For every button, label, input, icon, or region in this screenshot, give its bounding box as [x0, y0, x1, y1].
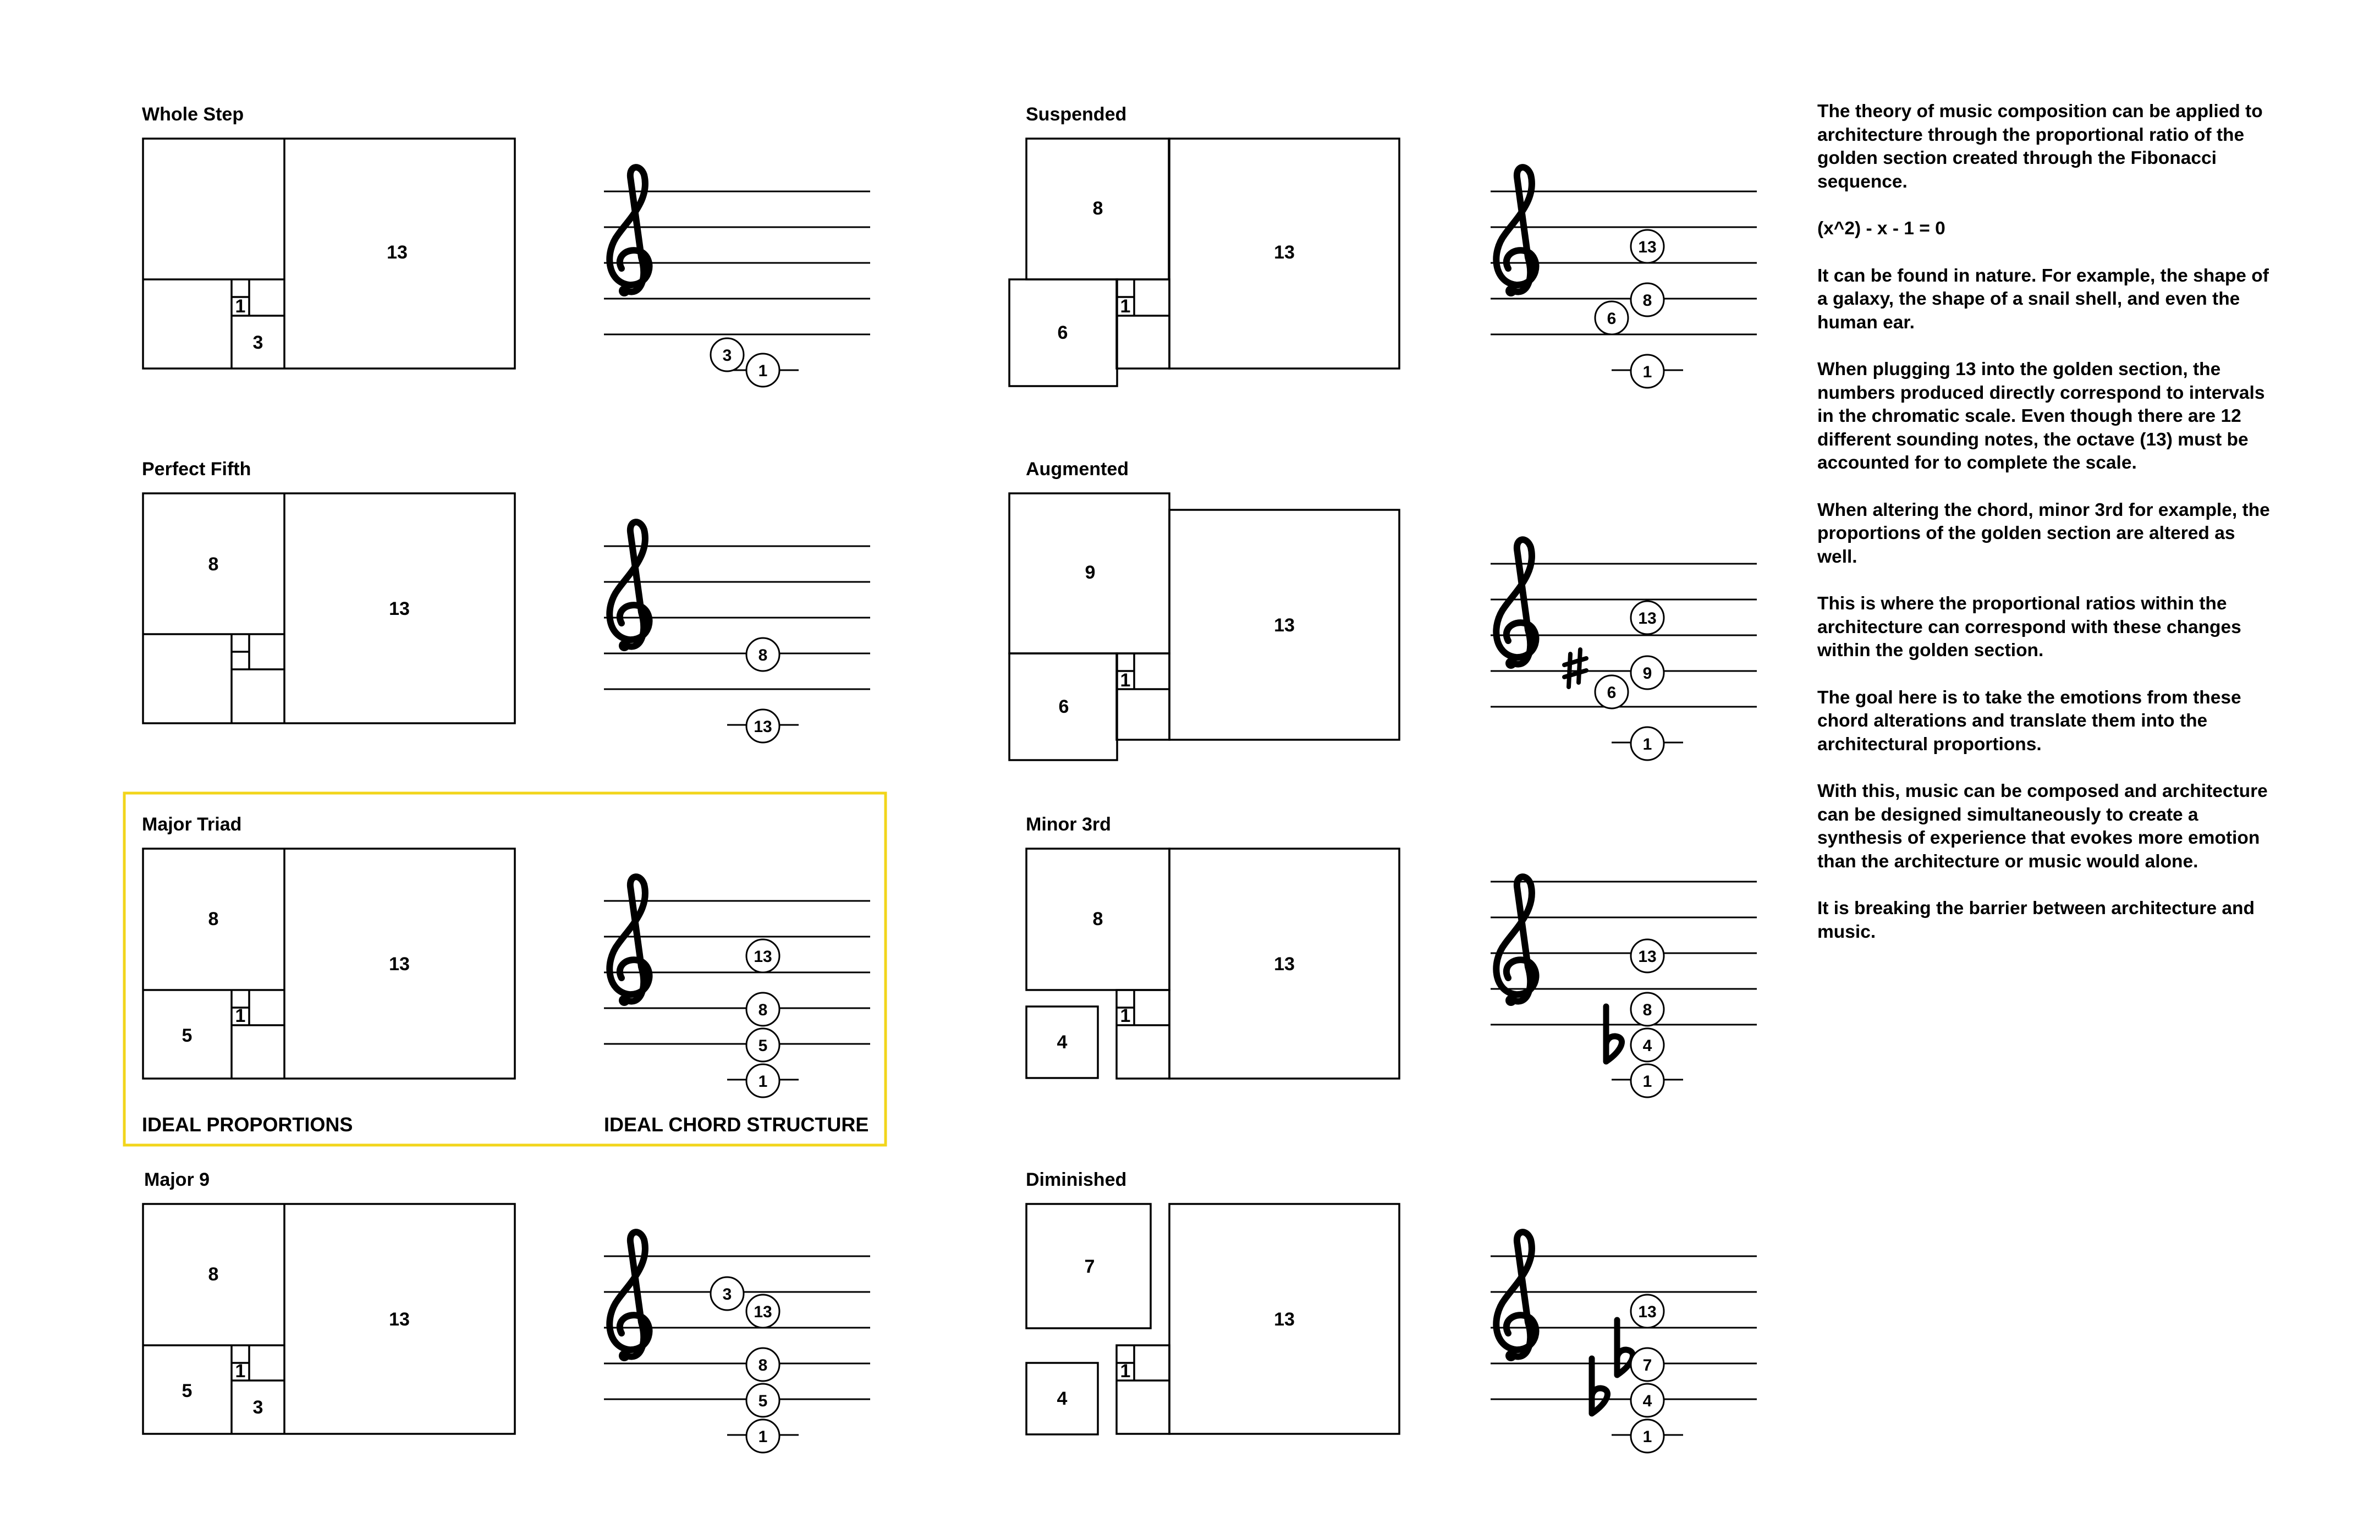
caption-ideal-proportions: IDEAL PROPORTIONS: [142, 1113, 353, 1136]
note: [1631, 1384, 1664, 1417]
panel-title: Suspended: [1026, 104, 1127, 125]
treble-clef-icon: [1496, 167, 1536, 296]
svg-text:1: 1: [1642, 1072, 1652, 1091]
svg-text:13: 13: [754, 948, 772, 966]
panel-title: Major 9: [144, 1169, 210, 1190]
box-label-5: 5: [182, 1025, 193, 1046]
note: [1631, 1420, 1664, 1453]
panel-augmented: [1009, 459, 1757, 760]
paragraph-equation: (x^2) - x - 1 = 0: [1817, 218, 1945, 239]
paragraph-chromatic: When plugging 13 into the golden section, the numbers produced directly correspond to intervals in the chromatic scale. Even though there are 12 different sounding notes, the octave (13) must be accounted for to complete the scale.: [1817, 359, 2265, 473]
note: [746, 1420, 779, 1453]
box-label-8: 8: [208, 554, 219, 575]
svg-text:4: 4: [1642, 1392, 1652, 1410]
box-label-1: 1: [1120, 670, 1131, 691]
box-label-8: 8: [1092, 198, 1103, 219]
box-label-1: 1: [1120, 1361, 1131, 1382]
panel-major-9: [143, 1169, 870, 1453]
treble-clef-icon: [1496, 540, 1536, 669]
box-label-13: 13: [389, 1309, 410, 1330]
box-label-13: 13: [1274, 615, 1295, 636]
treble-clef-icon: [609, 1232, 649, 1361]
panel-title: Diminished: [1026, 1169, 1127, 1190]
golden-rectangle: [1009, 139, 1399, 386]
golden-rectangle: [143, 849, 515, 1079]
box-label-13: 13: [387, 242, 408, 263]
box-label-5: 5: [182, 1380, 193, 1401]
description-text: [1817, 100, 2279, 967]
paragraph-barrier: It is breaking the barrier between architecture and music.: [1817, 898, 2255, 942]
svg-text:3: 3: [722, 346, 732, 365]
panel-whole-step: [142, 104, 870, 387]
treble-clef-icon: [609, 522, 649, 651]
box-label-4: 4: [1057, 1388, 1068, 1409]
note: [1631, 1028, 1664, 1062]
paragraph-ratios: This is where the proportional ratios within the architecture can correspond with these changes within the golden section.: [1817, 593, 2241, 661]
svg-text:1: 1: [1642, 735, 1652, 754]
box-label-13: 13: [1274, 954, 1295, 975]
box-label-7: 7: [1084, 1256, 1095, 1277]
box-label-6: 6: [1057, 322, 1068, 343]
svg-text:1: 1: [1642, 363, 1652, 381]
svg-text:3: 3: [722, 1285, 732, 1304]
box-label-13: 13: [389, 598, 410, 619]
box-label-1: 1: [235, 1361, 246, 1382]
svg-text:6: 6: [1607, 684, 1617, 702]
note: [1595, 301, 1628, 334]
panel-major-triad: [142, 814, 870, 1136]
box-label-4: 4: [1057, 1032, 1068, 1053]
note: [1595, 675, 1628, 708]
svg-text:13: 13: [1638, 609, 1657, 628]
panel-perfect-fifth: [142, 459, 870, 743]
panel-diminished: [1026, 1169, 1757, 1453]
caption-ideal-chord-structure: IDEAL CHORD STRUCTURE: [604, 1113, 869, 1136]
sharp-icon: [1564, 650, 1586, 687]
panel-title: Augmented: [1026, 459, 1129, 480]
box-label-6: 6: [1058, 696, 1069, 717]
note: [1631, 355, 1664, 388]
panel-title: Perfect Fifth: [142, 459, 251, 480]
golden-rectangle: [143, 493, 515, 723]
note: [1631, 993, 1664, 1026]
svg-text:9: 9: [1642, 664, 1652, 683]
box-label-1: 1: [1120, 1005, 1131, 1026]
svg-text:1: 1: [758, 1072, 768, 1091]
box-label-8: 8: [208, 1264, 219, 1285]
svg-text:1: 1: [1642, 1428, 1652, 1446]
treble-clef-icon: [609, 877, 649, 1006]
note: [1631, 656, 1664, 689]
panel-suspended: [1009, 104, 1757, 388]
note: [1631, 230, 1664, 263]
svg-text:1: 1: [758, 1428, 768, 1446]
svg-text:6: 6: [1607, 310, 1617, 328]
treble-clef-icon: [1496, 877, 1536, 1006]
svg-text:13: 13: [754, 1303, 772, 1321]
golden-rectangle: [1009, 493, 1399, 760]
flat-icon: [1592, 1358, 1608, 1414]
box-label-8: 8: [208, 909, 219, 930]
note: [1631, 601, 1664, 634]
paragraph-altering: When altering the chord, minor 3rd for example, the proportions of the golden section are altered as well.: [1817, 499, 2270, 567]
svg-text:13: 13: [1638, 948, 1657, 966]
panel-title: Minor 3rd: [1026, 814, 1111, 835]
note: [1631, 727, 1664, 760]
box-label-3: 3: [252, 1397, 263, 1418]
svg-text:8: 8: [758, 646, 768, 664]
treble-clef-icon: [609, 167, 649, 296]
note: [746, 993, 779, 1026]
note: [746, 1348, 779, 1381]
note: [746, 1028, 779, 1062]
treble-clef-icon: [1496, 1232, 1536, 1361]
svg-text:1: 1: [758, 362, 768, 380]
note: [711, 338, 744, 371]
note: [1631, 1295, 1664, 1328]
note: [1631, 1348, 1664, 1381]
svg-text:8: 8: [758, 1356, 768, 1374]
panel-title: Whole Step: [142, 104, 244, 125]
note: [746, 939, 779, 972]
flat-icon: [1606, 1007, 1622, 1062]
svg-text:13: 13: [1638, 238, 1657, 256]
note: [1631, 1064, 1664, 1097]
box-label-13: 13: [1274, 242, 1295, 263]
svg-text:8: 8: [758, 1001, 768, 1019]
box-label-1: 1: [235, 296, 246, 317]
note: [746, 1064, 779, 1097]
svg-text:5: 5: [758, 1392, 768, 1410]
svg-text:8: 8: [1642, 292, 1652, 310]
panel-minor-3rd: [1026, 814, 1757, 1097]
note: [1631, 283, 1664, 316]
box-label-3: 3: [252, 332, 263, 353]
note: [1631, 939, 1664, 972]
paragraph-intro: The theory of music composition can be applied to architecture through the proportional ratio of the golden section created through the Fibonacci sequence.: [1817, 101, 2263, 192]
svg-text:13: 13: [754, 718, 772, 736]
note: [711, 1277, 744, 1310]
paragraph-nature: It can be found in nature. For example, the shape of a galaxy, the shape of a snail shell, and even the human ear.: [1817, 265, 2269, 333]
svg-text:8: 8: [1642, 1001, 1652, 1019]
paragraph-goal: The goal here is to take the emotions from these chord alterations and translate them into the architectural proportions.: [1817, 687, 2241, 755]
box-label-9: 9: [1085, 562, 1096, 583]
note: [746, 1384, 779, 1417]
box-label-1: 1: [1120, 296, 1131, 317]
golden-rectangle: [1026, 1204, 1399, 1434]
golden-rectangle: [143, 139, 515, 369]
svg-text:13: 13: [1638, 1303, 1657, 1321]
note: [746, 710, 779, 743]
svg-text:7: 7: [1642, 1356, 1652, 1374]
note: [746, 354, 779, 387]
note: [746, 638, 779, 671]
svg-text:5: 5: [758, 1037, 768, 1055]
golden-rectangle: [1026, 849, 1399, 1079]
box-label-8: 8: [1092, 909, 1103, 930]
box-label-1: 1: [235, 1005, 246, 1026]
svg-text:4: 4: [1642, 1037, 1652, 1055]
box-label-13: 13: [1274, 1309, 1295, 1330]
box-label-13: 13: [389, 954, 410, 975]
golden-rectangle: [143, 1204, 515, 1434]
paragraph-synthesis: With this, music can be composed and architecture can be designed simultaneously to create a synthesis of experience that evokes more emotion than the architecture or music would alone.: [1817, 781, 2268, 872]
note: [746, 1295, 779, 1328]
panel-title: Major Triad: [142, 814, 242, 835]
